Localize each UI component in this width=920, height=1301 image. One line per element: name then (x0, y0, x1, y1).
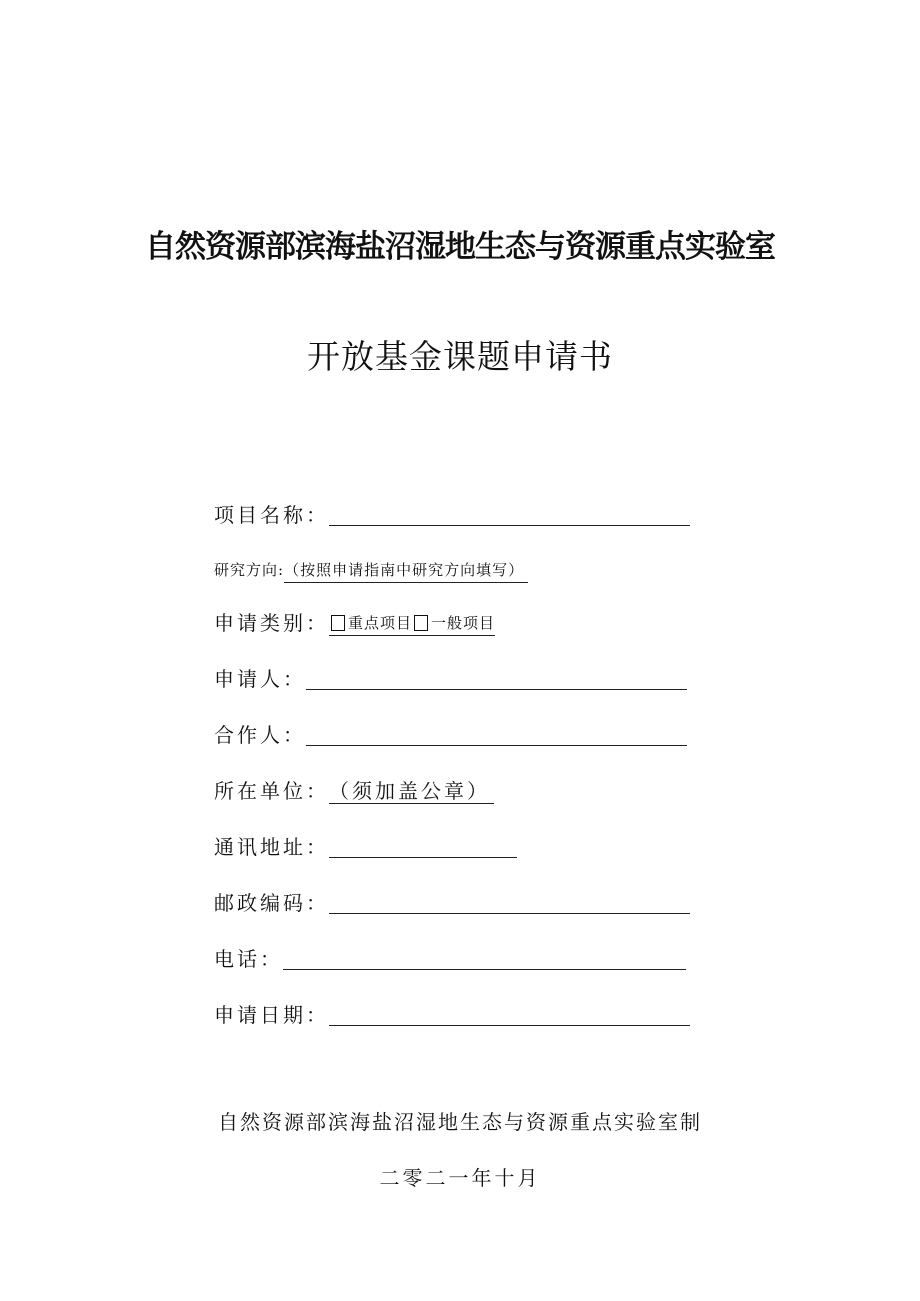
document-title: 自然资源部滨海盐沼湿地生态与资源重点实验室 (145, 229, 775, 265)
category-label: 申请类别： (214, 611, 329, 635)
project-name-field[interactable] (329, 499, 690, 526)
applicant-row (214, 658, 687, 692)
postcode-field[interactable] (329, 887, 690, 914)
applicant-field[interactable] (306, 663, 687, 690)
applicant-label: 申请人： (214, 667, 306, 691)
date-label: 申请日期： (214, 1003, 329, 1027)
address-row (214, 826, 517, 860)
research-direction-label: 研究方向: (214, 561, 285, 579)
research-direction-field[interactable]: （按照申请指南中研究方向填写） (284, 558, 528, 583)
issuer-line: 自然资源部滨海盐沼湿地生态与资源重点实验室制 (218, 1110, 702, 1134)
affiliation-row (214, 770, 494, 804)
collaborator-field[interactable] (306, 719, 687, 746)
general-project-option-label: 一般项目 (431, 614, 496, 632)
project-name-label: 项目名称： (214, 503, 329, 527)
project-name-row (214, 494, 690, 528)
phone-row (214, 938, 686, 972)
affiliation-field[interactable]: （须加盖公章） (329, 779, 494, 804)
affiliation-label: 所在单位： (214, 779, 329, 803)
general-project-checkbox[interactable] (414, 615, 428, 631)
document-subtitle: 开放基金课题申请书 (307, 337, 613, 376)
date-row (214, 994, 690, 1028)
category-row (214, 602, 495, 636)
address-label: 通讯地址： (214, 835, 329, 859)
postcode-label: 邮政编码： (214, 891, 329, 915)
collaborator-label: 合作人： (214, 723, 306, 747)
research-direction-row (214, 549, 528, 583)
key-project-option-label: 重点项目 (348, 614, 413, 632)
address-field[interactable] (329, 831, 517, 858)
collaborator-row (214, 714, 687, 748)
key-project-checkbox[interactable] (331, 615, 345, 631)
date-field[interactable] (329, 999, 690, 1026)
issue-date: 二零二一年十月 (379, 1166, 541, 1190)
postcode-row (214, 882, 690, 916)
phone-field[interactable] (283, 943, 686, 970)
category-options (329, 611, 495, 636)
phone-label: 电话： (214, 947, 283, 971)
